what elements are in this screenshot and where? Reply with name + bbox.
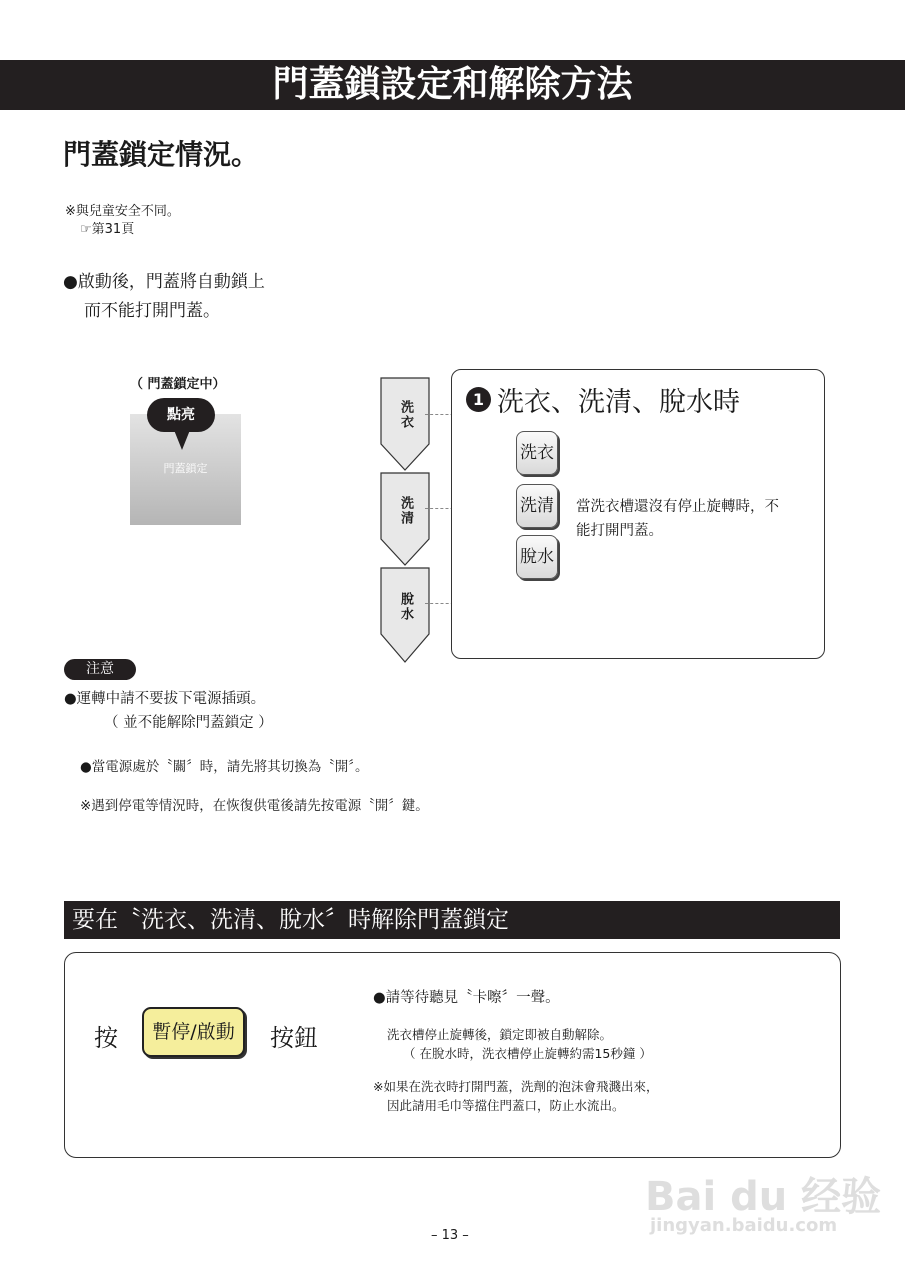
flow-step-spin: 脫水 <box>398 592 413 622</box>
instruction-text-3: ※如果在洗衣時打開門蓋，洗劑的泡沫會飛濺出來， <box>373 1079 659 1094</box>
caution-line-4: ※遇到停電等情況時，在恢復供電後請先按電源〝開〞鍵。 <box>80 798 429 814</box>
bubble-pointer <box>174 430 190 450</box>
door-lock-indicator-text: 門蓋鎖定 <box>163 462 208 475</box>
indicator-label: （ 門蓋鎖定中） <box>130 377 226 392</box>
watermark-url: jingyan.baidu.com <box>650 1215 838 1236</box>
page-title: 門蓋鎖設定和解除方法 <box>0 60 905 110</box>
page-reference-link[interactable]: ☞第31頁 <box>80 222 135 237</box>
button-suffix-label: 按鈕 <box>270 1024 318 1052</box>
caution-line-2: （ 並不能解除門蓋鎖定 ） <box>104 715 273 731</box>
caution-line-1: ●運轉中請不要拔下電源插頭。 <box>64 691 266 707</box>
panel-description <box>576 495 779 543</box>
panel-title: 洗衣、洗清、脫水時 <box>497 387 740 418</box>
flow-step-rinse: 洗清 <box>398 496 413 526</box>
caution-line-3: ●當電源處於〝關〞時，請先將其切換為〝開〞。 <box>80 759 369 775</box>
instruction-text-2: （ 在脫水時，洗衣槽停止旋轉約需15秒鐘 ） <box>403 1046 652 1061</box>
flow-step-wash: 洗衣 <box>398 400 413 430</box>
step-number-badge: 1 <box>466 387 491 412</box>
panel-description-line: 當洗衣槽還沒有停止旋轉時，不 <box>576 499 779 515</box>
instruction-bullet: ●請等待聽見〝卡嚓〞一聲。 <box>373 990 560 1006</box>
watermark-brand: Bai du 经验 <box>645 1174 882 1220</box>
instruction-text-1: 洗衣槽停止旋轉後，鎖定即被自動解除。 <box>387 1027 613 1042</box>
instruction-text-4: 因此請用毛巾等擋住門蓋口，防止水流出。 <box>387 1098 625 1113</box>
spin-button[interactable]: 脫水 <box>516 535 558 579</box>
section-heading: 門蓋鎖定情況。 <box>63 138 260 171</box>
rinse-button[interactable]: 洗清 <box>516 484 558 528</box>
note-text: ※與兒童安全不同。 <box>65 204 180 219</box>
page-number: – 13 – <box>431 1228 469 1243</box>
panel-description-line: 能打開門蓋。 <box>576 523 663 539</box>
pause-start-button[interactable]: 暫停/啟動 <box>142 1007 245 1057</box>
caution-badge: 注意 <box>64 659 136 680</box>
lit-bubble: 點亮 <box>147 398 215 432</box>
wash-button[interactable]: 洗衣 <box>516 431 558 475</box>
bullet-line-1: ●啟動後，門蓋將自動鎖上 <box>63 272 265 292</box>
press-label: 按 <box>94 1024 118 1052</box>
bullet-line-2: 而不能打開門蓋。 <box>84 301 220 321</box>
section-2-title: 要在〝洗衣、洗清、脫水〞時解除門蓋鎖定 <box>64 901 840 939</box>
